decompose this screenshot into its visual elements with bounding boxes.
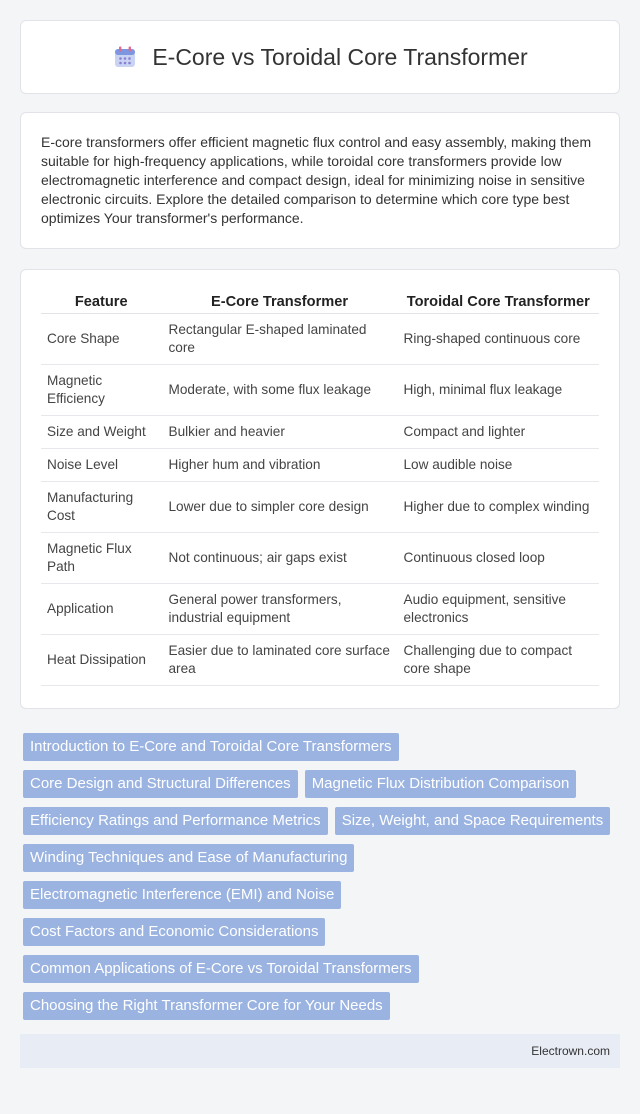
table-cell: Higher hum and vibration (162, 449, 397, 482)
table-cell: Not continuous; air gaps exist (162, 533, 397, 584)
table-cell: Core Shape (41, 314, 162, 365)
table-cell: Magnetic Flux Path (41, 533, 162, 584)
table-row (41, 416, 599, 449)
column-header: Toroidal Core Transformer (397, 290, 599, 314)
comparison-table-card (20, 269, 620, 709)
table-cell: Rectangular E-shaped laminated core (162, 314, 397, 365)
table-cell: Size and Weight (41, 416, 162, 449)
page-title: E-Core vs Toroidal Core Transformer (152, 43, 528, 70)
topic-link[interactable]: Electromagnetic Interference (EMI) and Noise (23, 881, 341, 909)
table-cell: Continuous closed loop (397, 533, 599, 584)
table-cell: Moderate, with some flux leakage (162, 365, 397, 416)
column-header: Feature (41, 290, 162, 314)
table-cell: General power transformers, industrial equipment (162, 584, 397, 635)
footer-site-name: Electrown.com (531, 1044, 610, 1058)
table-cell: Magnetic Efficiency (41, 365, 162, 416)
table-cell: Challenging due to compact core shape (397, 635, 599, 686)
calendar-icon (112, 44, 138, 70)
topic-link[interactable]: Common Applications of E-Core vs Toroidal Transformers (23, 955, 419, 983)
topic-link[interactable]: Size, Weight, and Space Requirements (335, 807, 611, 835)
table-cell: High, minimal flux leakage (397, 365, 599, 416)
column-header: E-Core Transformer (162, 290, 397, 314)
table-cell: Easier due to laminated core surface area (162, 635, 397, 686)
table-cell: Noise Level (41, 449, 162, 482)
topic-link[interactable]: Cost Factors and Economic Considerations (23, 918, 325, 946)
table-row (41, 635, 599, 686)
topic-links (20, 733, 620, 1020)
topic-link[interactable]: Efficiency Ratings and Performance Metrics (23, 807, 328, 835)
table-header-row (41, 290, 599, 314)
table-row (41, 584, 599, 635)
table-cell: Compact and lighter (397, 416, 599, 449)
page-footer (20, 1034, 620, 1068)
topic-link[interactable]: Magnetic Flux Distribution Comparison (305, 770, 577, 798)
table-row (41, 533, 599, 584)
table-cell: Low audible noise (397, 449, 599, 482)
table-cell: Bulkier and heavier (162, 416, 397, 449)
table-cell: Audio equipment, sensitive electronics (397, 584, 599, 635)
topic-link[interactable]: Choosing the Right Transformer Core for Your Needs (23, 992, 390, 1020)
topic-link[interactable]: Winding Techniques and Ease of Manufacturing (23, 844, 354, 872)
table-cell: Higher due to complex winding (397, 482, 599, 533)
table-row (41, 365, 599, 416)
topic-link[interactable]: Introduction to E-Core and Toroidal Core Transformers (23, 733, 399, 761)
table-cell: Lower due to simpler core design (162, 482, 397, 533)
page-header (20, 20, 620, 94)
table-row (41, 314, 599, 365)
topic-link[interactable]: Core Design and Structural Differences (23, 770, 298, 798)
table-row (41, 449, 599, 482)
table-row (41, 482, 599, 533)
comparison-table (41, 290, 599, 686)
table-cell: Ring-shaped continuous core (397, 314, 599, 365)
table-cell: Application (41, 584, 162, 635)
intro-paragraph: E-core transformers offer efficient magnetic flux control and easy assembly, making them suitable for high-frequency applications, while toroidal core transformers provide low electromagnetic interference and compact design, ideal for minimizing noise in sensitive electronic circuits. Explore the detailed comparison to determine which core type best optimizes Your transformer's performance. (20, 112, 620, 249)
table-cell: Heat Dissipation (41, 635, 162, 686)
table-cell: Manufacturing Cost (41, 482, 162, 533)
